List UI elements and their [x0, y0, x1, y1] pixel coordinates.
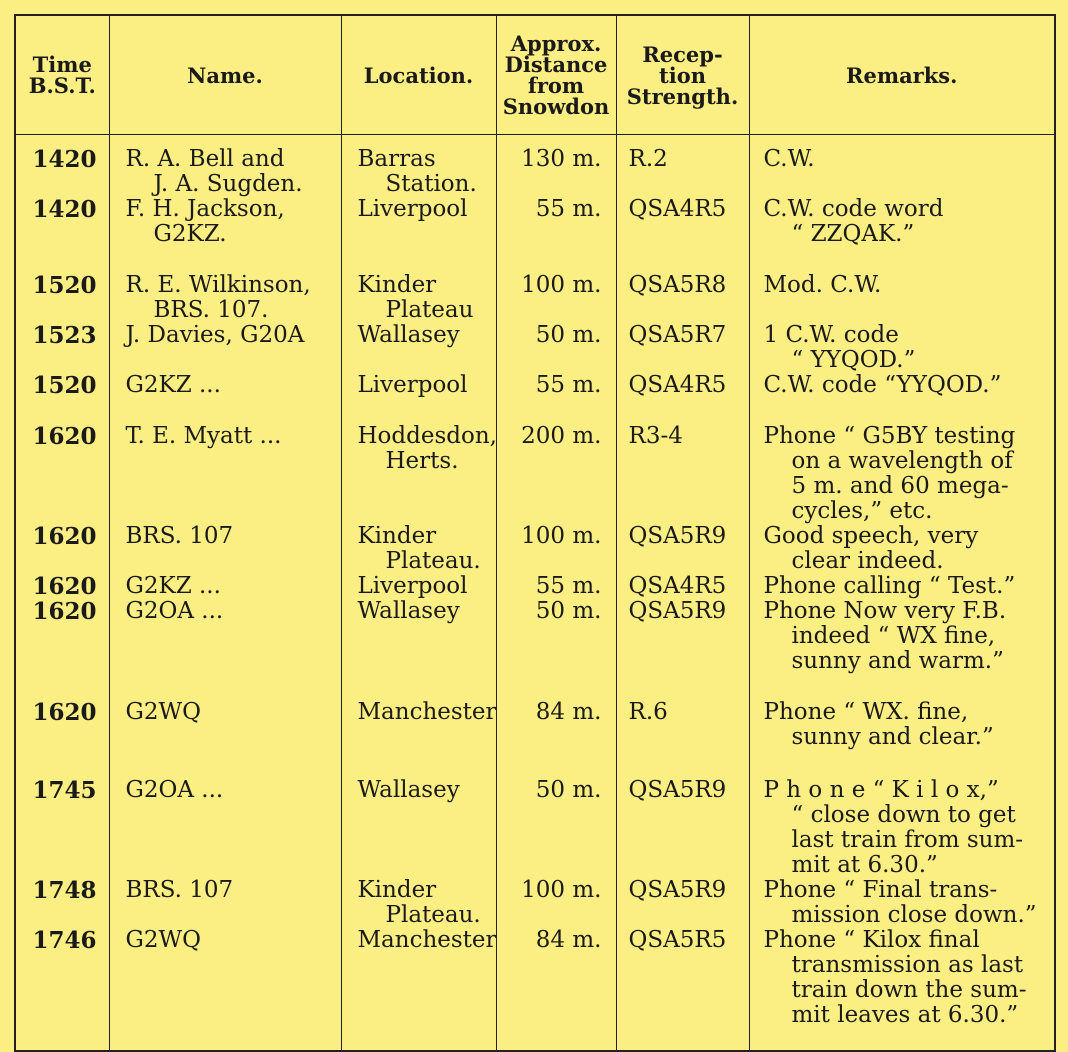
- header-location: Location.: [341, 15, 496, 135]
- reception-cell-line: R.6: [628, 699, 668, 725]
- location-cell-line: Herts.: [385, 448, 459, 474]
- distance-cell-line: 50 m.: [535, 322, 602, 348]
- reception-cell: [616, 398, 749, 524]
- name-cell-line: G2KZ.: [153, 221, 227, 247]
- location-cell: [341, 878, 496, 928]
- remarks-cell-line: P h o n e “ K i l o x,”: [763, 777, 999, 803]
- distance-cell-line: 84 m.: [535, 927, 602, 953]
- time-cell-line: 1748: [32, 877, 97, 904]
- distance-cell-line: 50 m.: [535, 777, 602, 803]
- reception-cell-line: QSA5R9: [628, 598, 727, 624]
- table-row: [15, 574, 1055, 599]
- header-name: Name.: [109, 15, 341, 135]
- location-cell: [341, 524, 496, 574]
- remarks-cell-line: Phone Now very F.B.: [763, 598, 1007, 624]
- table-row: [15, 197, 1055, 247]
- remarks-cell: [749, 197, 1055, 247]
- remarks-cell: [749, 574, 1055, 599]
- remarks-cell-line: on a wavelength of: [791, 448, 1013, 474]
- remarks-cell-line: sunny and warm.”: [791, 648, 1004, 674]
- table-row: [15, 750, 1055, 878]
- table-row: [15, 247, 1055, 323]
- reception-cell-line: QSA5R5: [628, 927, 727, 953]
- location-cell-line: Wallasey: [357, 598, 460, 624]
- remarks-cell-line: mit at 6.30.”: [791, 852, 938, 878]
- reception-cell-line: QSA4R5: [628, 196, 727, 222]
- name-cell-line: F. H. Jackson,: [125, 196, 285, 222]
- location-cell: [341, 247, 496, 323]
- reception-cell: [616, 373, 749, 398]
- time-cell-line: 1620: [32, 598, 97, 625]
- table-header: [15, 15, 1055, 135]
- time-cell: [15, 323, 109, 373]
- time-cell-line: 1745: [32, 777, 97, 804]
- table-row: [15, 135, 1055, 198]
- distance-cell: [496, 878, 616, 928]
- remarks-cell-line: mit leaves at 6.30.”: [791, 1002, 1019, 1028]
- remarks-cell-line: Phone “ Final trans-: [763, 877, 998, 903]
- remarks-cell-line: sunny and clear.”: [791, 724, 994, 750]
- remarks-cell-line: mission close down.”: [791, 902, 1037, 928]
- remarks-cell-line: C.W. code word: [763, 196, 944, 222]
- remarks-cell: [749, 599, 1055, 674]
- remarks-cell-line: 1 C.W. code: [763, 322, 899, 348]
- time-cell: [15, 928, 109, 1051]
- name-cell: [109, 373, 341, 398]
- table-row: [15, 373, 1055, 398]
- location-cell: [341, 197, 496, 247]
- distance-cell-line: 100 m.: [521, 272, 602, 298]
- name-cell: [109, 197, 341, 247]
- distance-cell-line: 55 m.: [535, 372, 602, 398]
- time-cell-line: 1620: [32, 423, 97, 450]
- location-cell-line: Manchester: [357, 699, 497, 725]
- distance-cell: [496, 750, 616, 878]
- header-time: Time B.S.T.: [15, 15, 109, 135]
- location-cell-line: Plateau.: [385, 548, 481, 574]
- table-body: [15, 135, 1055, 1052]
- remarks-cell-line: C.W.: [763, 146, 815, 172]
- distance-cell: [496, 574, 616, 599]
- remarks-cell-line: “ close down to get: [791, 802, 1016, 828]
- location-cell: [341, 599, 496, 674]
- remarks-cell-line: Phone calling “ Test.”: [763, 573, 1016, 599]
- remarks-cell-line: train down the sum-: [791, 977, 1027, 1003]
- distance-cell: [496, 524, 616, 574]
- remarks-cell: [749, 750, 1055, 878]
- distance-cell-line: 55 m.: [535, 196, 602, 222]
- reception-cell: [616, 599, 749, 674]
- reception-cell: [616, 323, 749, 373]
- header-reception: Recep- tion Strength.: [616, 15, 749, 135]
- location-cell: [341, 398, 496, 524]
- name-cell-line: BRS. 107: [125, 877, 234, 903]
- distance-cell: [496, 247, 616, 323]
- distance-cell-line: 130 m.: [521, 146, 602, 172]
- name-cell-line: G2OA ...: [125, 598, 224, 624]
- table-row: [15, 398, 1055, 524]
- location-cell: [341, 750, 496, 878]
- table-row: [15, 599, 1055, 674]
- remarks-cell-line: cycles,” etc.: [791, 498, 933, 524]
- remarks-cell-line: Phone “ G5BY testing: [763, 423, 1016, 449]
- remarks-cell: [749, 524, 1055, 574]
- remarks-cell: [749, 135, 1055, 198]
- remarks-cell-line: “ YYQOD.”: [791, 347, 916, 373]
- reception-cell-line: QSA5R8: [628, 272, 727, 298]
- name-cell-line: T. E. Myatt ...: [125, 423, 282, 449]
- name-cell: [109, 524, 341, 574]
- name-cell-line: J. A. Sugden.: [153, 171, 303, 197]
- time-cell-line: 1523: [32, 322, 97, 349]
- remarks-cell-line: transmission as last: [791, 952, 1024, 978]
- distance-cell: [496, 674, 616, 750]
- time-cell-line: 1620: [32, 523, 97, 550]
- reception-cell-line: QSA5R7: [628, 322, 727, 348]
- time-cell-line: 1520: [32, 272, 97, 299]
- location-cell-line: Hoddesdon,: [357, 423, 497, 449]
- location-cell-line: Barras: [357, 146, 436, 172]
- name-cell: [109, 574, 341, 599]
- reception-cell-line: R.2: [628, 146, 668, 172]
- reception-cell: [616, 928, 749, 1051]
- reception-cell-line: QSA4R5: [628, 372, 727, 398]
- location-cell-line: Plateau: [385, 297, 474, 323]
- name-cell: [109, 135, 341, 198]
- name-cell-line: G2KZ ...: [125, 573, 221, 599]
- location-cell: [341, 574, 496, 599]
- header-distance: Approx. Distance from Snowdon: [496, 15, 616, 135]
- name-cell-line: G2OA ...: [125, 777, 224, 803]
- remarks-cell-line: clear indeed.: [791, 548, 944, 574]
- table-row: [15, 674, 1055, 750]
- distance-cell: [496, 323, 616, 373]
- table-row: [15, 323, 1055, 373]
- name-cell-line: J. Davies, G20A: [125, 322, 305, 348]
- reception-cell: [616, 524, 749, 574]
- time-cell-line: 1420: [32, 146, 97, 173]
- remarks-cell-line: 5 m. and 60 mega-: [791, 473, 1009, 499]
- name-cell-line: G2KZ ...: [125, 372, 221, 398]
- location-cell-line: Plateau.: [385, 902, 481, 928]
- reception-cell-line: QSA5R9: [628, 777, 727, 803]
- location-cell-line: Liverpool: [357, 372, 468, 398]
- location-cell-line: Liverpool: [357, 196, 468, 222]
- time-cell: [15, 398, 109, 524]
- distance-cell: [496, 197, 616, 247]
- time-cell: [15, 574, 109, 599]
- name-cell: [109, 247, 341, 323]
- distance-cell-line: 100 m.: [521, 877, 602, 903]
- reception-cell: [616, 674, 749, 750]
- name-cell: [109, 323, 341, 373]
- header-remarks: Remarks.: [749, 15, 1055, 135]
- time-cell: [15, 674, 109, 750]
- remarks-cell: [749, 928, 1055, 1051]
- location-cell-line: Wallasey: [357, 777, 460, 803]
- remarks-cell-line: “ ZZQAK.”: [791, 221, 915, 247]
- location-cell-line: Station.: [385, 171, 477, 197]
- time-cell-line: 1420: [32, 196, 97, 223]
- remarks-cell: [749, 373, 1055, 398]
- name-cell: [109, 599, 341, 674]
- location-cell-line: Liverpool: [357, 573, 468, 599]
- distance-cell: [496, 373, 616, 398]
- location-cell-line: Kinder: [357, 272, 437, 298]
- reception-cell-line: QSA5R9: [628, 523, 727, 549]
- location-cell: [341, 373, 496, 398]
- distance-cell: [496, 135, 616, 198]
- location-cell: [341, 135, 496, 198]
- name-cell: [109, 928, 341, 1051]
- distance-cell: [496, 599, 616, 674]
- time-cell: [15, 524, 109, 574]
- name-cell-line: BRS. 107.: [153, 297, 269, 323]
- remarks-cell-line: indeed “ WX fine,: [791, 623, 996, 649]
- reception-cell: [616, 574, 749, 599]
- time-cell: [15, 599, 109, 674]
- remarks-cell-line: C.W. code “YYQOD.”: [763, 372, 1002, 398]
- location-cell: [341, 323, 496, 373]
- remarks-cell: [749, 323, 1055, 373]
- name-cell: [109, 398, 341, 524]
- location-cell-line: Kinder: [357, 523, 437, 549]
- remarks-cell: [749, 247, 1055, 323]
- remarks-cell-line: Good speech, very: [763, 523, 979, 549]
- distance-cell-line: 50 m.: [535, 598, 602, 624]
- table-row: [15, 878, 1055, 928]
- table-row: [15, 524, 1055, 574]
- name-cell-line: G2WQ: [125, 927, 202, 953]
- name-cell-line: R. A. Bell and: [125, 146, 285, 172]
- distance-cell-line: 55 m.: [535, 573, 602, 599]
- remarks-cell-line: Phone “ Kilox final: [763, 927, 980, 953]
- name-cell: [109, 878, 341, 928]
- distance-cell: [496, 928, 616, 1051]
- remarks-cell-line: Mod. C.W.: [763, 272, 882, 298]
- location-cell-line: Manchester: [357, 927, 497, 953]
- reception-cell-line: QSA4R5: [628, 573, 727, 599]
- remarks-cell: [749, 398, 1055, 524]
- reception-cell: [616, 197, 749, 247]
- remarks-cell-line: Phone “ WX. fine,: [763, 699, 969, 725]
- time-cell-line: 1620: [32, 573, 97, 600]
- reception-cell: [616, 878, 749, 928]
- time-cell: [15, 878, 109, 928]
- reception-cell-line: R3-4: [628, 423, 683, 449]
- reception-log-table: [14, 14, 1056, 1052]
- time-cell-line: 1746: [32, 927, 97, 954]
- distance-cell-line: 84 m.: [535, 699, 602, 725]
- time-cell: [15, 750, 109, 878]
- time-cell: [15, 135, 109, 198]
- distance-cell-line: 200 m.: [521, 423, 602, 449]
- time-cell-line: 1520: [32, 372, 97, 399]
- reception-cell: [616, 750, 749, 878]
- time-cell: [15, 197, 109, 247]
- remarks-cell: [749, 878, 1055, 928]
- table-row: [15, 928, 1055, 1051]
- remarks-cell-line: last train from sum-: [791, 827, 1024, 853]
- location-cell: [341, 928, 496, 1051]
- distance-cell: [496, 398, 616, 524]
- time-cell-line: 1620: [32, 699, 97, 726]
- name-cell-line: R. E. Wilkinson,: [125, 272, 311, 298]
- reception-cell: [616, 135, 749, 198]
- remarks-cell: [749, 674, 1055, 750]
- time-cell: [15, 247, 109, 323]
- reception-cell: [616, 247, 749, 323]
- time-cell: [15, 373, 109, 398]
- name-cell: [109, 674, 341, 750]
- location-cell-line: Wallasey: [357, 322, 460, 348]
- distance-cell-line: 100 m.: [521, 523, 602, 549]
- location-cell-line: Kinder: [357, 877, 437, 903]
- location-cell: [341, 674, 496, 750]
- name-cell: [109, 750, 341, 878]
- reception-cell-line: QSA5R9: [628, 877, 727, 903]
- name-cell-line: BRS. 107: [125, 523, 234, 549]
- name-cell-line: G2WQ: [125, 699, 202, 725]
